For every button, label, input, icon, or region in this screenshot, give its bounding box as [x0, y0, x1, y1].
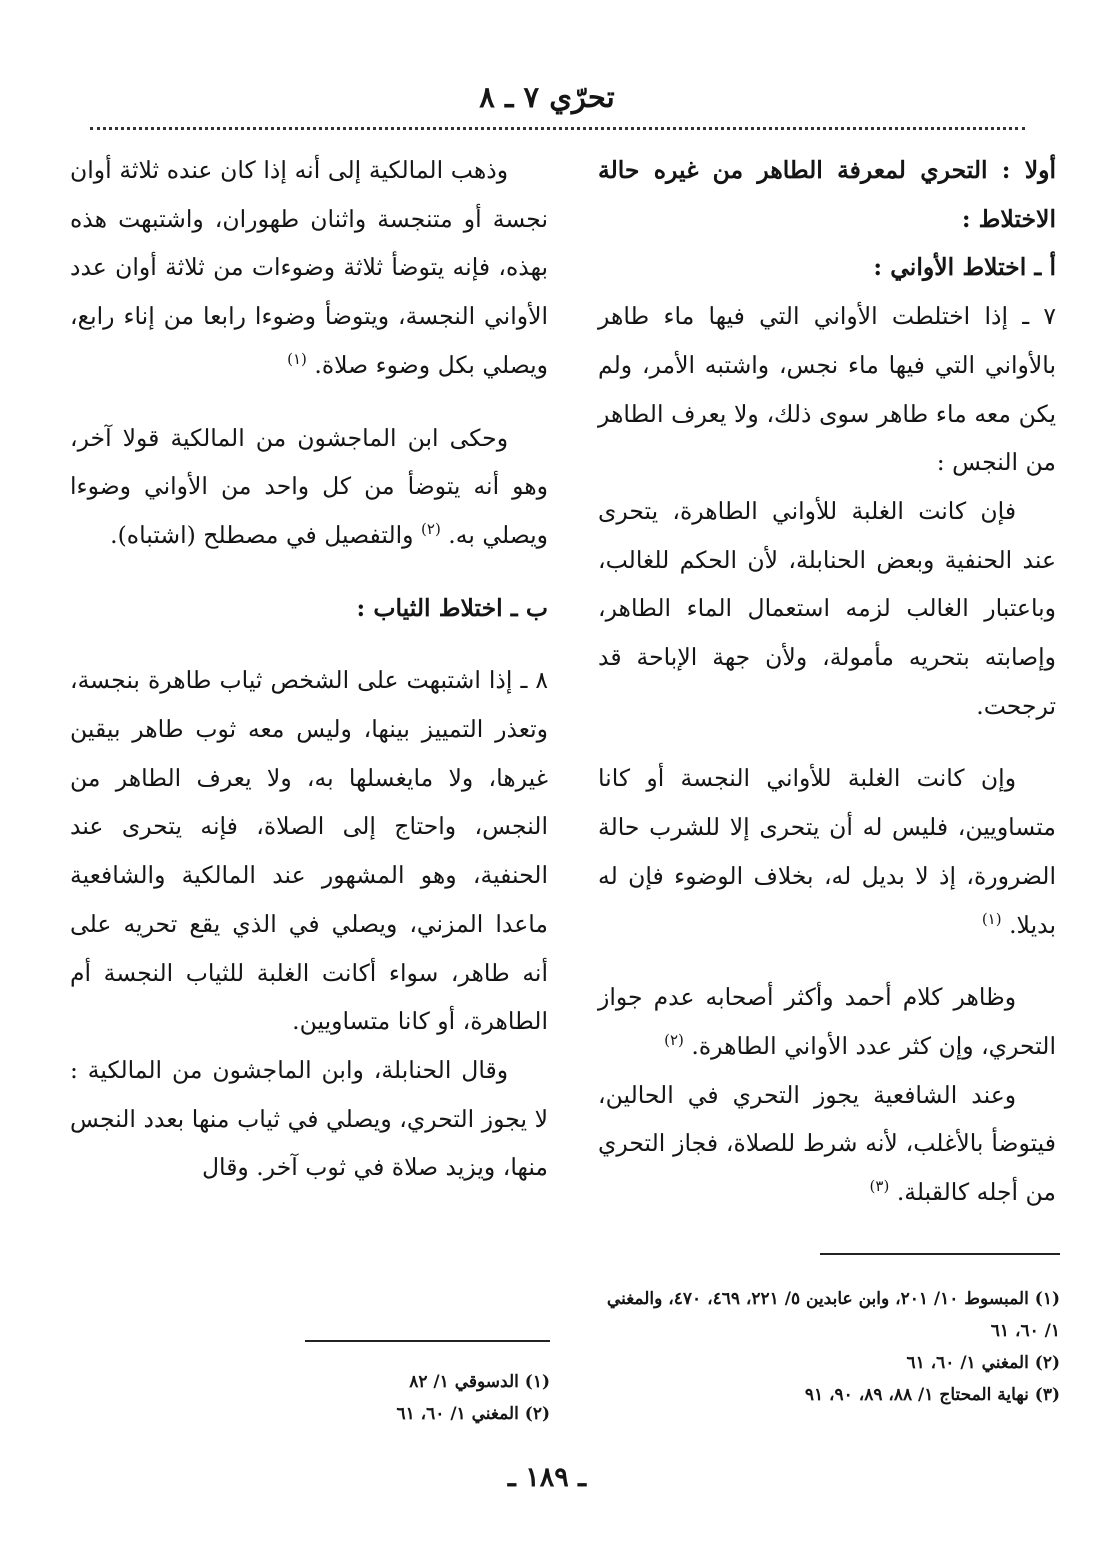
section-heading-1: أولا : التحري لمعرفة الطاهر من غيره حالة الاختلاط : [598, 156, 1056, 233]
paragraph-text: وحكى ابن الماجشون من المالكية قولا آخر، وهو أنه يتوضأ من كل واحد من الأواني وضوءا ويصلي به. [70, 423, 548, 549]
footnote: (٢) المغني ١/ ٦٠، ٦١ [906, 1353, 1060, 1373]
footnote-ref: (١) [287, 349, 307, 368]
paragraph-text: وظاهر كلام أحمد وأكثر أصحابه عدم جواز التحري، وإن كثر عدد الأواني الطاهرة. [598, 983, 1056, 1060]
section-heading-3: ب ـ اختلاط الثياب : [356, 593, 548, 622]
footnotes-left [70, 1366, 550, 1430]
footnote-ref: (٣) [869, 1177, 890, 1196]
page-number: ـ ١٨٩ ـ [507, 1462, 587, 1493]
paragraph-hanafi: فإن كانت الغلبة للأواني الطاهرة، يتحرى عند الحنفية وبعض الحنابلة، لأن الحكم للغالب، وباعتبار الغالب لزمه استعمال الماء الطاهر، وإصابته بتحريه مأمولة، ولأن جهة الإباحة قد ترجحت. [598, 496, 1056, 720]
paragraph-7: ٧ ـ إذا اختلطت الأواني التي فيها ماء طاهر بالأواني التي فيها ماء نجس، واشتبه الأمر، ولم يكن معه ماء طاهر سوى ذلك، ولا يعرف الطاهر من النجس : [598, 302, 1056, 477]
footnotes-right [598, 1283, 1060, 1411]
footnote: (٢) المغني ١/ ٦٠، ٦١ [396, 1404, 550, 1424]
footnote-ref: (٢) [664, 1031, 684, 1050]
left-column [70, 146, 548, 1192]
footnote: (٣) نهاية المحتاج ١/ ٨٨، ٨٩، ٩٠، ٩١ [804, 1385, 1060, 1405]
footnote: (١) المبسوط ١٠/ ٢٠١، وابن عابدين ٥/ ٢٢١، ٤٦٩، ٤٧٠، والمغني ١/ ٦٠، ٦١ [606, 1289, 1060, 1341]
paragraph-text: وإن كانت الغلبة للأواني النجسة أو كانا متساويين، فليس له أن يتحرى إلا للشرب حالة الضرورة، إذ لا بديل له، بخلاف الوضوء فإن له بديلا. [598, 764, 1056, 939]
paragraph-text: وذهب المالكية إلى أنه إذا كان عنده ثلاثة أوان نجسة أو متنجسة واثنان طهوران، واشتبهت هذه بهذه، فإنه يتوضأ ثلاثة وضوءات من ثلاثة أوان عدد الأواني النجسة، ويتوضأ وضوءا رابعا من إناء رابع، ويصلي بكل وضوء صلاة. [70, 156, 548, 379]
paragraph-text: والتفصيل في مصطلح (اشتباه). [110, 520, 414, 549]
paragraph-najis-majority [598, 754, 1056, 949]
footnote-divider-right [820, 1253, 1060, 1255]
right-column [598, 146, 1056, 1217]
paragraph-hanabila: وقال الحنابلة، وابن الماجشون من المالكية : لا يجوز التحري، ويصلي في ثياب منها بعدد النجس منها، ويزيد صلاة في ثوب آخر. وقال [70, 1055, 548, 1182]
paragraph-ahmad [598, 973, 1056, 1070]
paragraph-text: وعند الشافعية يجوز التحري في الحالين، فيتوضأ بالأغلب، لأنه شرط للصلاة، فجاز التحري من أجله كالقبلة. [598, 1080, 1056, 1207]
footnote-ref: (١) [981, 909, 1002, 928]
paragraph-shafii [598, 1071, 1056, 1217]
footnote-ref: (٢) [421, 520, 441, 539]
paragraph-ibn-majishun [70, 414, 548, 560]
paragraph-8: ٨ ـ إذا اشتبهت على الشخص ثياب طاهرة بنجسة، وتعذر التمييز بينها، وليس معه ثوب طاهر بيقين غيرها، ولا مايغسلها به، ولا يعرف الطاهر من النجس، واحتاج إلى الصلاة، فإنه يتحرى عند الحنفية، وهو المشهور عند المالكية والشافعية ماعدا المزني، ويصلي في الذي يقع تحريه على أنه طاهر، سواء أكانت الغلبة للثياب النجسة أم الطاهرة، أو كانا متساويين. [70, 666, 548, 1036]
section-heading-2: أ ـ اختلاط الأواني : [873, 253, 1056, 282]
footnote: (١) الدسوقي ١/ ٨٢ [409, 1372, 550, 1392]
footnote-divider-left [305, 1340, 550, 1342]
header-divider [90, 127, 1025, 130]
paragraph-maliki [70, 146, 548, 390]
page-header: تحرّي ٧ ـ ٨ [479, 80, 615, 114]
